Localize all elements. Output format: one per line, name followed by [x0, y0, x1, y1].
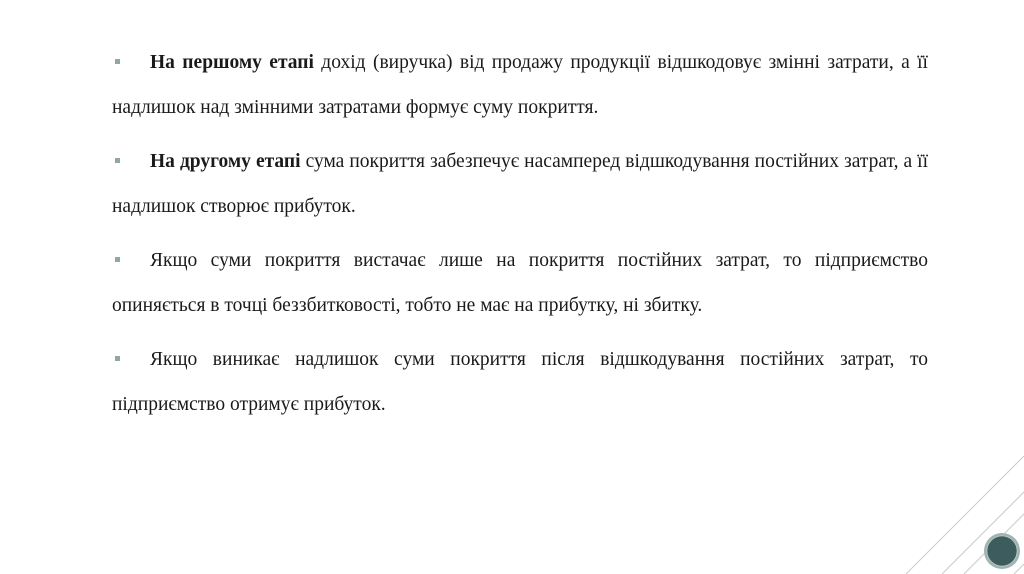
decorative-line	[942, 492, 1024, 574]
decorative-line	[1014, 564, 1024, 574]
paragraph-2-text: сума покриття забезпечує насамперед відшкодування постійних затрат, а її надлишок створює прибуток.	[112, 151, 928, 217]
slide-content	[112, 40, 928, 436]
square-bullet-icon	[115, 356, 120, 361]
decorative-line	[964, 514, 1024, 574]
paragraph-1-bold: На першому етапі	[150, 52, 314, 73]
bullet-paragraph-1	[112, 40, 928, 130]
decorative-line	[906, 456, 1024, 574]
square-bullet-icon	[115, 158, 120, 163]
bullet-paragraph-2	[112, 139, 928, 229]
square-bullet-icon	[115, 59, 120, 64]
paragraph-1-text: дохід (виручка) від продажу продукції відшкодовує змінні затрати, а її надлишок над змінними затратами формує суму покриття.	[112, 52, 928, 118]
paragraph-2-bold: На другому етапі	[150, 151, 301, 172]
page-circle-icon	[984, 533, 1020, 569]
paragraph-4-text: Якщо виникає надлишок суми покриття після відшкодування постійних затрат, то підприємство отримує прибуток.	[112, 349, 928, 415]
bullet-paragraph-4	[112, 337, 928, 427]
corner-decoration	[884, 434, 1024, 574]
square-bullet-icon	[115, 257, 120, 262]
bullet-paragraph-3	[112, 238, 928, 328]
paragraph-3-text: Якщо суми покриття вистачає лише на покриття постійних затрат, то підприємство опиняється в точці беззбитковості, тобто не має на прибутку, ні збитку.	[112, 250, 928, 316]
